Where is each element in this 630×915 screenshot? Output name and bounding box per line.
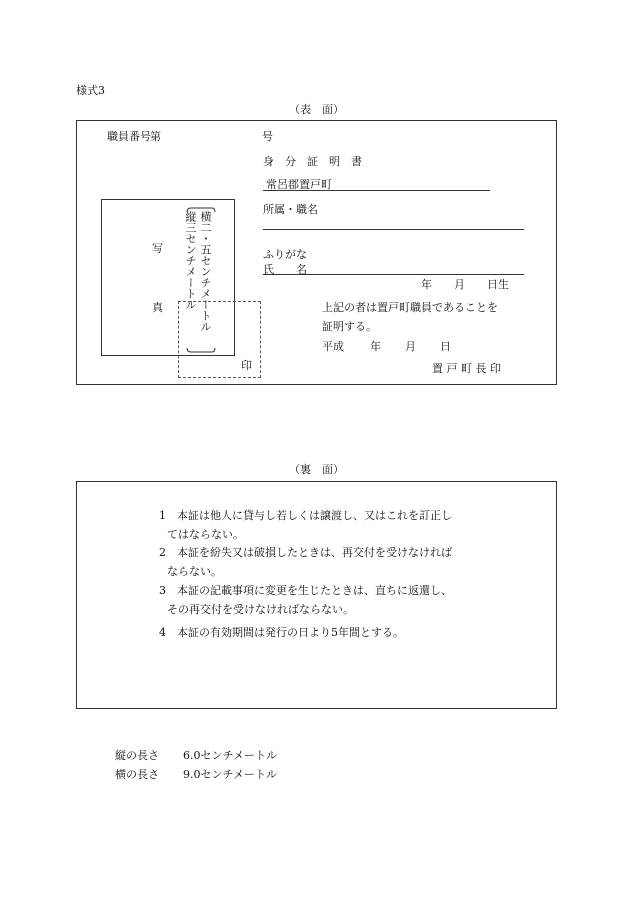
date-month: 月 xyxy=(405,340,416,353)
employee-no-label: 職員番号 xyxy=(107,130,151,143)
employee-no-prefix: 第 xyxy=(150,130,161,143)
affiliation-underline xyxy=(263,229,524,230)
photo-char-1: 写 xyxy=(152,242,163,255)
width-value: 9.0センチメートル xyxy=(183,768,278,781)
width-label: 横の長さ xyxy=(115,768,159,781)
back-item-2-line-2: ならない。 xyxy=(167,565,222,578)
furigana-label: ふりがな xyxy=(263,248,307,261)
form-label: 様式3 xyxy=(76,84,105,97)
back-item-1-line-2: てはならない。 xyxy=(167,528,244,541)
issuer-seal: 置 戸 町 長 印 xyxy=(432,362,501,375)
date-day: 日 xyxy=(440,340,451,353)
back-item-4-line-1: 4 本証の有効期間は発行の日より5年間とする。 xyxy=(159,626,404,639)
back-item-3-line-2: その再交付を受けなければならない。 xyxy=(167,603,354,616)
employee-no-suffix: 号 xyxy=(262,130,273,143)
affiliation-label: 所属・職名 xyxy=(263,203,318,216)
height-value: 6.0センチメートル xyxy=(183,749,278,762)
back-heading: （裏 面） xyxy=(289,463,344,476)
photo-size-width: 横二・五センチメートル xyxy=(199,211,212,332)
municipality: 常呂郡置戸町 xyxy=(266,178,332,191)
cert-line-2: 証明する。 xyxy=(322,320,377,333)
back-item-2-line-1: 2 本証を紛失又は破損したときは、再交付を受けなければ xyxy=(159,546,452,559)
date-era: 平成 xyxy=(322,340,344,353)
front-heading: （表 面） xyxy=(289,103,344,116)
photo-size-height: 縦三センチメートル xyxy=(184,211,197,310)
municipality-underline xyxy=(263,190,490,191)
name-underline xyxy=(263,274,524,275)
photo-char-2: 真 xyxy=(152,301,163,314)
date-year: 年 xyxy=(370,340,381,353)
back-item-1-line-1: 1 本証は他人に貸与し若しくは譲渡し、又はこれを訂正し xyxy=(159,509,452,522)
back-item-3-line-1: 3 本証の記載事項に変更を生じたときは、直ちに返還し、 xyxy=(159,584,452,597)
name-label: 氏 名 xyxy=(263,263,307,276)
cert-line-1: 上記の者は置戸町職員であることを xyxy=(322,301,498,314)
seal-label: 印 xyxy=(241,359,252,372)
birth-line: 年 月 日生 xyxy=(421,278,509,291)
card-title: 身 分 証 明 書 xyxy=(263,155,362,168)
height-label: 縦の長さ xyxy=(115,749,159,762)
